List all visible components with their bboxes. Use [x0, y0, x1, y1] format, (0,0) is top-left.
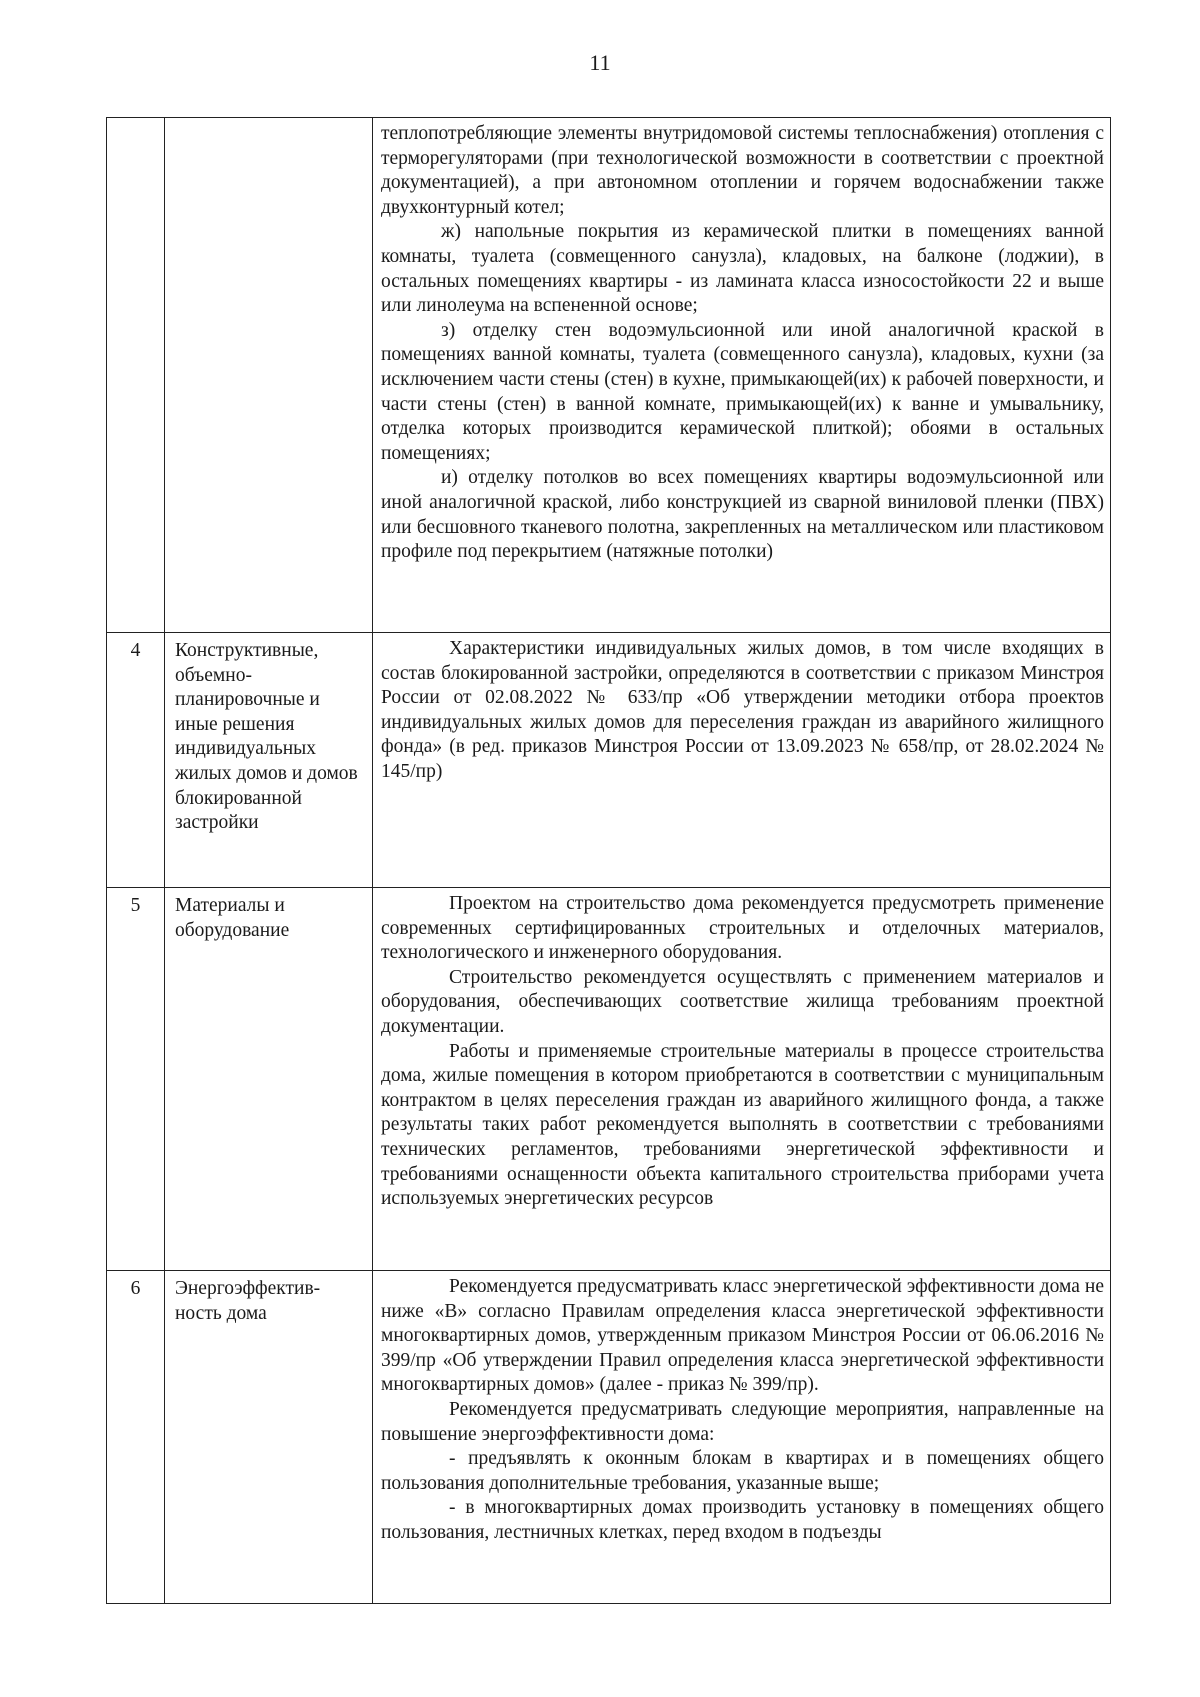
- row-name-cell: Конструктивные, объемно-планировочные и иные решения индивидуальных жилых домов и домов блокированной застройки: [165, 633, 373, 888]
- row-number-cell: 4: [107, 633, 165, 888]
- row-name-cell: Материалы и оборудование: [165, 888, 373, 1271]
- description-paragraph: - предъявлять к оконным блокам в квартирах и в помещениях общего пользования дополнительные требования, указанные выше;: [381, 1448, 1104, 1494]
- requirements-table: [106, 117, 1111, 1604]
- description-paragraph: Рекомендуется предусматривать следующие мероприятия, направленные на повышение энергоэффективности дома:: [381, 1398, 1104, 1445]
- description-paragraph: з) отделку стен водоэмульсионной или иной аналогичной краской в помещениях ванной комнаты, туалета (совмещенного санузла), кладовых, кухни (за исключением части стены (стен) в кухне, примыкающей(их) к рабочей поверхности, и части стены (стен) в ванной комнате, примыкающей(их) к ванне и умывальнику, отделка которых производится керамической плиткой); обоями в остальных помещениях;: [381, 319, 1104, 464]
- description-paragraph: и) отделку потолков во всех помещениях квартиры водоэмульсионной или иной аналогичной краской, либо конструкцией из сварной виниловой пленки (ПВХ) или бесшовного тканевого полотна, закрепленных на металлическом или пластиковом профиле под перекрытием (натяжные потолки): [381, 467, 1104, 563]
- description-paragraph: Строительство рекомендуется осуществлять с применением материалов и оборудования, обеспечивающих соответствие жилища требованиям проектной документации.: [381, 966, 1104, 1037]
- row-name-cell: [165, 118, 373, 633]
- description-paragraph: Рекомендуется предусматривать класс энергетической эффективности дома не ниже «B» согласно Правилам определения класса энергетической эффективности многоквартирных домов, утвержденным приказом Минстроя России от 06.06.2016 № 399/пр «Об утверждении Правил определения класса энергетической эффективности многоквартирных домов» (далее - приказ № 399/пр).: [381, 1276, 1104, 1396]
- table-row: [107, 118, 1111, 633]
- row-number-cell: [107, 118, 165, 633]
- description-paragraph: - в многоквартирных домах производить установку в помещениях общего пользования, лестничных клетках, перед входом в подъезды: [381, 1497, 1104, 1543]
- row-name-cell: Энергоэффектив-ность дома: [165, 1271, 373, 1604]
- description-paragraph: теплопотребляющие элементы внутридомовой системы теплоснабжения) отопления с терморегуляторами (при технологической возможности в соответствии с проектной документацией), а при автономном отоплении и горячем водоснабжении также двухконтурный котел;: [381, 123, 1104, 218]
- description-paragraph: Проектом на строительство дома рекомендуется предусмотреть применение современных сертифицированных строительных и отделочных материалов, технологического и инженерного оборудования.: [381, 893, 1104, 964]
- row-description-cell: [373, 633, 1111, 888]
- page-number: 11: [589, 50, 611, 75]
- row-description-cell: [373, 888, 1111, 1271]
- description-paragraph: Характеристики индивидуальных жилых домов, в том числе входящих в состав блокированной застройки, определяются в соответствии с приказом Минстроя России от 02.08.2022 № 633/пр «Об утверждении методики отбора проектов индивидуальных жилых домов для переселения граждан из аварийного жилищного фонда» (в ред. приказов Минстроя России от 13.09.2023 № 658/пр, от 28.02.2024 № 145/пр): [381, 638, 1104, 782]
- row-description-cell: [373, 1271, 1111, 1604]
- table-row: [107, 1271, 1111, 1604]
- description-paragraph: Работы и применяемые строительные материалы в процессе строительства дома, жилые помещения в котором приобретаются в соответствии с муниципальным контрактом в целях переселения граждан из аварийного жилищного фонда, а также результаты таких работ рекомендуется выполнять в соответствии с требованиями технических регламентов, требованиями энергетической эффективности и требованиями оснащенности объекта капитального строительства приборами учета используемых энергетических ресурсов: [381, 1040, 1104, 1210]
- row-number-cell: 6: [107, 1271, 165, 1604]
- row-number-cell: 5: [107, 888, 165, 1271]
- table-row: [107, 633, 1111, 888]
- table-row: [107, 888, 1111, 1271]
- description-paragraph: ж) напольные покрытия из керамической плитки в помещениях ванной комнаты, туалета (совмещенного санузла), кладовых, на балконе (лоджии), в остальных помещениях квартиры - из ламината класса износостойкости 22 и выше или линолеума на вспененной основе;: [381, 221, 1104, 317]
- row-description-cell: [373, 118, 1111, 633]
